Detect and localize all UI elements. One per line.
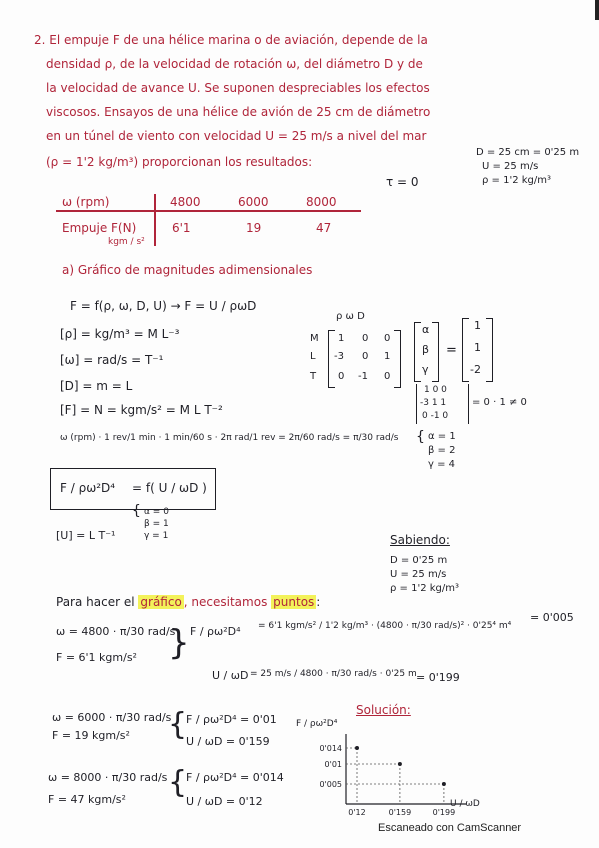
given-d: D = 25 cm = 0'25 m (476, 147, 580, 158)
det-row: 0 -1 0 (422, 411, 449, 421)
knowing-item: U = 25 m/s (390, 569, 447, 580)
det-bar-left (416, 384, 417, 424)
plot-xtick: 0'199 (432, 808, 456, 817)
matrix-col-labels: ρ ω D (336, 311, 365, 322)
rhs-value: 1 (474, 341, 481, 354)
calc1-pi2-mid: = 25 m/s / 4800 · π/30 rad/s · 0'25 m (250, 669, 417, 679)
highlight-puntos: puntos (273, 595, 315, 609)
matrix-cell: 1 (338, 333, 345, 344)
plot-ytick: 0'014 (319, 744, 342, 753)
knowing-title: Sabiendo: (390, 533, 450, 547)
calc2-pi2: U / ωD = 0'159 (186, 735, 270, 748)
problem-line-5: en un túnel de viento con velocidad U = 25 m/s a nivel del mar (46, 129, 427, 143)
problem-line-1: 2. El empuje F de una hélice marina o de aviación, depende de la (34, 33, 428, 47)
table-cell: 6000 (238, 195, 269, 209)
problem-line-2: densidad ρ, de la velocidad de rotación ω, del diámetro D y de (46, 57, 423, 71)
calc2-omega: ω = 6000 · π/30 rad/s (52, 711, 172, 724)
problem-line-4: viscosos. Ensayos de una hélice de avión de 25 cm de diámetro (46, 105, 431, 119)
calc1-pi2-left: U / ωD (212, 669, 249, 682)
det-result: = 0 · 1 ≠ 0 (472, 397, 527, 408)
matrix-cell: 0 (384, 371, 391, 382)
knowing-item: ρ = 1'2 kg/m³ (390, 583, 459, 594)
brace: { (132, 503, 141, 519)
boxed-sol: α = 0 (144, 507, 169, 517)
boxed-sol: γ = 1 (144, 531, 169, 541)
calc1-omega: ω = 4800 · π/30 rad/s (56, 625, 176, 638)
unknown-beta: β (422, 343, 430, 356)
matrix-cell: 0 (384, 333, 391, 344)
plot-ytick: 0'01 (324, 760, 342, 769)
matrix-bracket-right (394, 330, 401, 388)
matrix-cell: -1 (358, 371, 368, 382)
calc1-pi1-result: = 0'005 (530, 611, 574, 624)
equals-sign: = (446, 343, 457, 358)
calc1-pi1-left: F / ρω²D⁴ (190, 625, 241, 638)
rhs-bracket-left (462, 318, 469, 382)
matrix-cell: 0 (338, 371, 345, 382)
solution-title: Solución: (356, 703, 411, 717)
table-header-force: Empuje F(N) (62, 221, 137, 235)
dim-d: [D] = m = L (60, 379, 133, 393)
det-bar-right (468, 384, 469, 424)
table-header-omega: ω (rpm) (62, 195, 110, 209)
plot-xlabel: U / ωD (450, 799, 480, 809)
rhs-value: 1 (474, 319, 481, 332)
unknown-gamma: γ (422, 363, 429, 376)
plot-point (442, 782, 446, 786)
calc3-force: F = 47 kgm/s² (48, 793, 126, 806)
plot-intro (56, 596, 320, 608)
sol-gamma: γ = 4 (428, 459, 456, 470)
calc3-omega: ω = 8000 · π/30 rad/s (48, 771, 168, 784)
boxed-left: F / ρω²D⁴ (60, 481, 116, 495)
table-cell: 6'1 (172, 221, 191, 235)
boxed-sol: β = 1 (144, 519, 169, 529)
calc3-pi2: U / ωD = 0'12 (186, 795, 263, 808)
plot-intro-before: Para hacer el (56, 595, 135, 609)
brace: { (168, 765, 188, 800)
scanner-footer: Escaneado con CamScanner (378, 822, 522, 834)
table-vline (154, 194, 156, 246)
table-hline (56, 210, 361, 212)
calc1-pi2-result: = 0'199 (416, 671, 460, 684)
dim-f: [F] = N = kgm/s² = M L T⁻² (60, 403, 223, 417)
plot-point (398, 762, 402, 766)
table-unit: kgm / s² (108, 237, 145, 247)
given-u: U = 25 m/s (482, 161, 539, 172)
tau-value: τ = 0 (386, 175, 419, 189)
rhs-value: -2 (470, 363, 481, 376)
calc3-pi1: F / ρω²D⁴ = 0'014 (186, 771, 284, 784)
matrix-row-m: M (310, 333, 319, 344)
det-row: 1 0 0 (424, 385, 447, 395)
plot-intro-after: : (316, 595, 321, 609)
det-row: -3 1 1 (420, 398, 447, 408)
calc2-force: F = 19 kgm/s² (52, 729, 130, 742)
dim-omega: [ω] = rad/s = T⁻¹ (60, 353, 164, 367)
problem-line-6: (ρ = 1'2 kg/m³) proporcionan los resultados: (46, 155, 313, 169)
brace: { (168, 707, 188, 742)
sol-alpha: α = 1 (428, 431, 456, 442)
plot-xtick: 0'12 (348, 808, 366, 817)
matrix-cell: 0 (362, 351, 369, 362)
problem-line-3: la velocidad de avance U. Se suponen despreciables los efectos (46, 81, 430, 95)
dim-rho: [ρ] = kg/m³ = M L⁻³ (60, 327, 180, 341)
table-cell: 19 (246, 221, 262, 235)
highlight-grafico: gráfico (140, 595, 182, 609)
brace: { (416, 429, 425, 445)
matrix-row-l: L (310, 351, 316, 362)
calc1-force: F = 6'1 kgm/s² (56, 651, 137, 664)
rhs-bracket-right (486, 318, 493, 382)
table-cell: 4800 (170, 195, 201, 209)
given-rho: ρ = 1'2 kg/m³ (482, 175, 551, 186)
table-cell: 47 (316, 221, 332, 235)
omega-conversion: ω (rpm) · 1 rev/1 min · 1 min/60 s · 2π rad/1 rev = 2π/60 rad/s = π/30 rad/s (60, 433, 399, 443)
table-cell: 8000 (306, 195, 337, 209)
unknown-bracket-left (414, 322, 421, 382)
matrix-bracket-left (328, 330, 335, 388)
brace: } (168, 623, 190, 663)
calc2-pi1: F / ρω²D⁴ = 0'01 (186, 713, 277, 726)
plot-point (355, 746, 359, 750)
boxed-right: = f( U / ωD ) (132, 481, 207, 495)
knowing-item: D = 0'25 m (390, 555, 448, 566)
part-a-heading: a) Gráfico de magnitudes adimensionales (62, 263, 313, 277)
plot-ytick: 0'005 (319, 780, 342, 789)
plot-ylabel: F / ρω²D⁴ (296, 719, 338, 729)
unknown-alpha: α (422, 323, 430, 336)
sol-beta: β = 2 (428, 445, 456, 456)
u-dimension: [U] = L T⁻¹ (56, 529, 116, 542)
scan-edge (595, 0, 599, 20)
plot-xtick: 0'159 (388, 808, 412, 817)
matrix-cell: -3 (334, 351, 344, 362)
matrix-cell: 1 (384, 351, 391, 362)
plot-intro-middle: , necesitamos (183, 595, 268, 609)
matrix-row-t: T (310, 371, 317, 382)
matrix-cell: 0 (362, 333, 369, 344)
unknown-bracket-right (432, 322, 439, 382)
calc1-pi1-mid: = 6'1 kgm/s² / 1'2 kg/m³ · (4800 · π/30 rad/s)² · 0'25⁴ m⁴ (258, 621, 512, 631)
function-relation: F = f(ρ, ω, D, U) → F = U / ρωD (70, 299, 257, 313)
